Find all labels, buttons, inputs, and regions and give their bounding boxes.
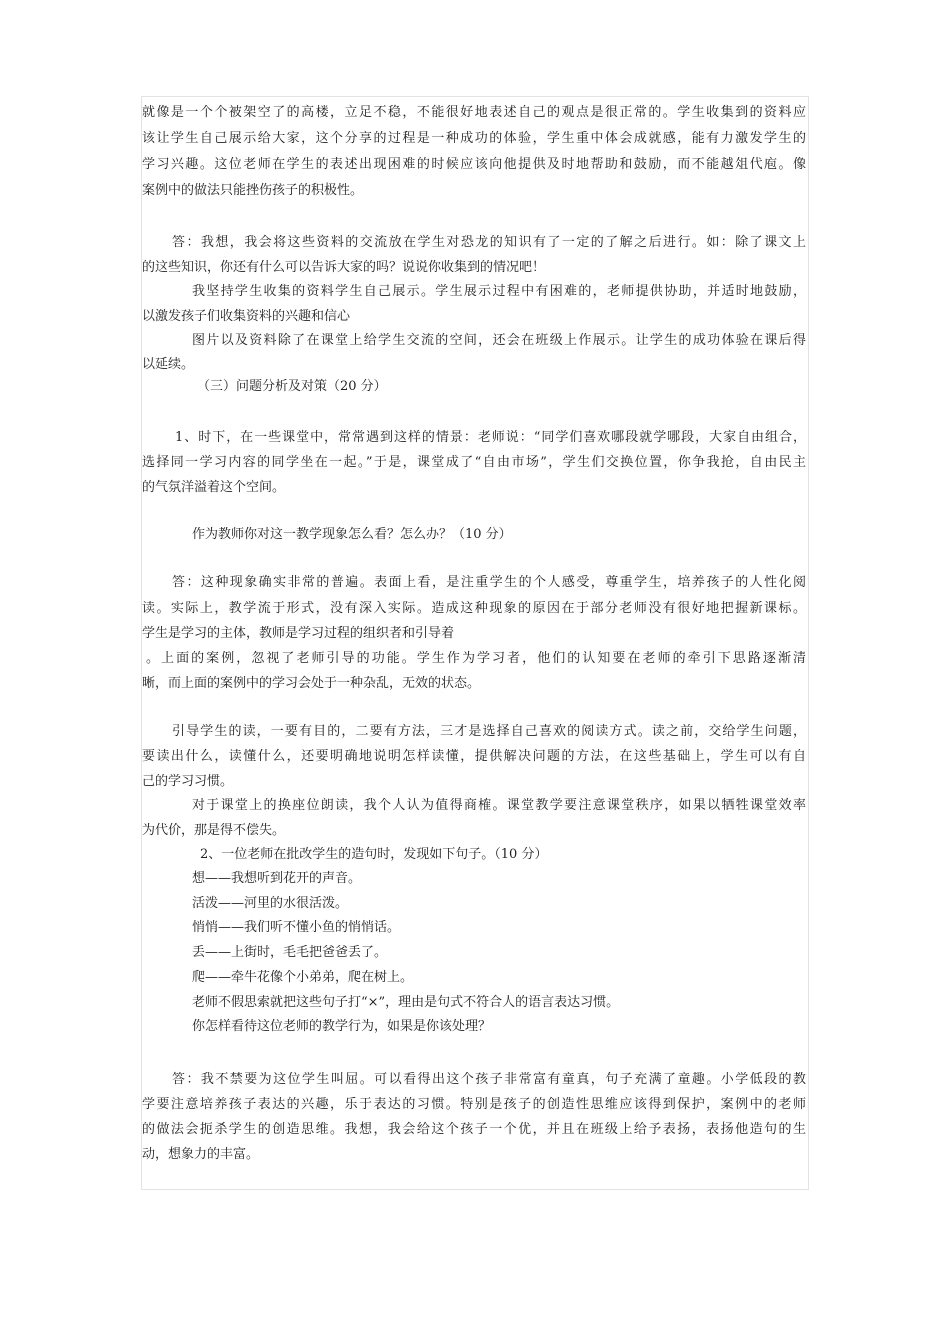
text-line: 引导学生的读，一要有目的，二要有方法，三才是选择自己喜欢的阅读方式。读之前，交给学生问题， [172, 724, 806, 739]
text-line: 以延续。 [142, 357, 195, 372]
text-line: 图片以及资料除了在课堂上给学生交流的空间，还会在班级上作展示。让学生的成功体验在课后得 [192, 333, 806, 348]
example-line: 爬——牵牛花像个小弟弟，爬在树上。 [192, 970, 414, 985]
text-line: 要读出什么，读懂什么，还要明确地说明怎样读懂，提供解决问题的方法，在这些基础上，学生可以有自 [142, 749, 806, 764]
document-frame [141, 96, 809, 1190]
text-line: 学习兴趣。这位老师在学生的表述出现困难的时候应该向他提供及时地帮助和鼓励，而不能越俎代庖。像 [142, 157, 806, 172]
text-line: 的做法会扼杀学生的创造思维。我想，我会给这个孩子一个优，并且在班级上给予表扬，表扬他造句的生 [142, 1122, 806, 1137]
question-line: 你怎样看待这位老师的教学行为，如果是你该处理？ [192, 1019, 492, 1034]
text-line: 选择同一学习内容的同学坐在一起。”于是，课堂成了“自由市场”，学生们交换位置，你争我抢，自由民主 [142, 455, 806, 470]
text-line: 对于课堂上的换座位朗读，我个人认为值得商榷。课堂教学要注意课堂秩序，如果以牺牲课堂效率 [192, 798, 806, 813]
example-line: 悄悄——我们听不懂小鱼的悄悄话。 [192, 920, 401, 935]
text-line: 该让学生自己展示给大家，这个分享的过程是一种成功的体验，学生重中体会成就感，能有力激发学生的 [142, 131, 806, 146]
text-line: 案例中的做法只能挫伤孩子的积极性。 [142, 183, 364, 198]
example-line: 想——我想听到花开的声音。 [192, 871, 362, 886]
text-line: 晰，而上面的案例中的学习会处于一种杂乱，无效的状态。 [142, 676, 481, 691]
text-line: 读。实际上，教学流于形式，没有深入实际。造成这种现象的原因在于部分老师没有很好地把握新课标。 [142, 601, 806, 616]
example-line: 丢——上街时，毛毛把爸爸丢了。 [192, 945, 388, 960]
text-line: 的这些知识，你还有什么可以告诉大家的吗？说说你收集到的情况吧！ [142, 260, 546, 275]
text-line: 老师不假思索就把这些句子打“×”，理由是句式不符合人的语言表达习惯。 [192, 995, 620, 1010]
question-line: 作为教师你对这一教学现象怎么看？怎么办？（10 分） [192, 527, 512, 542]
text-line: 学生是学习的主体，教师是学习过程的组织者和引导着 [142, 626, 455, 641]
text-line: 答：我想，我会将这些资料的交流放在学生对恐龙的知识有了一定的了解之后进行。如：除了课文上 [172, 235, 806, 250]
question-line: 2、一位老师在批改学生的造句时，发现如下句子。（10 分） [200, 847, 548, 862]
section-heading: （三）问题分析及对策（20 分） [197, 379, 387, 394]
text-line: 以激发孩子们收集资料的兴趣和信心 [142, 309, 351, 324]
text-line: 己的学习习惯。 [142, 774, 234, 789]
text-line: 答：我不禁要为这位学生叫屈。可以看得出这个孩子非常富有童真，句子充满了童趣。小学低段的教 [172, 1072, 806, 1087]
text-line: 。上面的案例，忽视了老师引导的功能。学生作为学习者，他们的认知要在老师的牵引下思路逐渐清 [146, 651, 806, 666]
text-line: 我坚持学生收集的资料学生自己展示。学生展示过程中有困难的，老师提供协助，并适时地鼓励， [192, 284, 806, 299]
text-line: 答：这种现象确实非常的普遍。表面上看，是注重学生的个人感受，尊重学生，培养孩子的人性化阅 [172, 575, 806, 590]
example-line: 活泼——河里的水很活泼。 [192, 896, 349, 911]
text-line: 学要注意培养孩子表达的兴趣，乐于表达的习惯。特别是孩子的创造性思维应该得到保护，案例中的老师 [142, 1097, 806, 1112]
text-line: 1、时下，在一些课堂中，常常遇到这样的情景：老师说：“同学们喜欢哪段就学哪段，大家自由组合， [175, 430, 806, 445]
text-line: 就像是一个个被架空了的高楼，立足不稳，不能很好地表述自己的观点是很正常的。学生收集到的资料应 [142, 105, 806, 120]
text-line: 的气氛洋溢着这个空间。 [142, 480, 286, 495]
text-line: 为代价，那是得不偿失。 [142, 823, 286, 838]
text-line: 动，想象力的丰富。 [142, 1147, 260, 1162]
